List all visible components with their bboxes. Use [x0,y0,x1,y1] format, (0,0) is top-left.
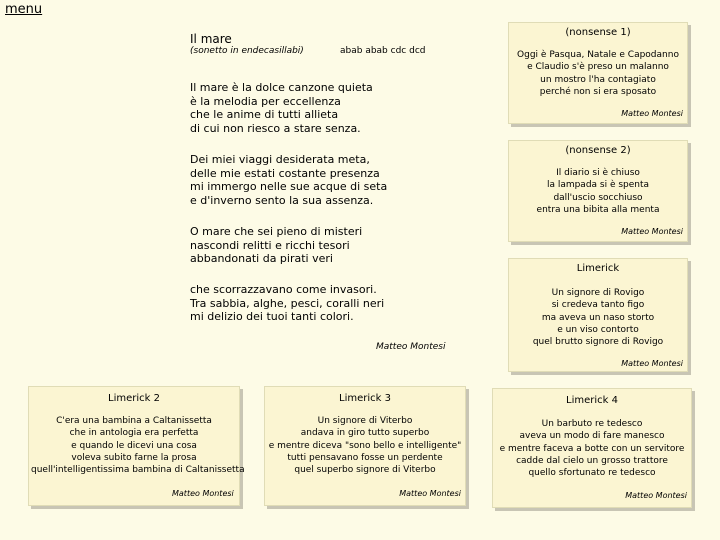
card-line: e Claudio s'è preso un malanno [527,62,669,73]
card-line: Un signore di Viterbo [317,416,413,426]
card-line: e quando le dicevi una cosa [71,440,197,451]
card-line: tutti pensavano fosse un perdente [287,452,443,463]
card-line: andava in giro tutto superbo [300,428,430,439]
card-line: Oggi è Pasqua, Natale e Capodanno [517,50,679,60]
card-line: e un viso contorto [557,324,639,335]
card-line: che in antologia era perfetta [69,428,199,439]
card-nonsense-1 [508,22,688,124]
card-author: Matteo Montesi [399,489,461,498]
card-lines [511,287,685,348]
card-line: quell'intelligentissima bambina di Caltanissetta [31,465,245,476]
card-heading: Limerick 3 [339,393,391,404]
card-limerick-4 [492,388,692,508]
poem-line: delle mie estati costante presenza [190,166,380,180]
card-line: voleva subito farne la prosa [71,452,197,463]
poem-stanza [190,81,373,135]
poem-stanza [190,283,384,324]
poem-line: abbandonati da pirati veri [190,252,333,265]
poem-author: Matteo Montesi [376,342,446,352]
card-line: ma aveva un naso storto [541,312,655,323]
card-nonsense-2 [508,140,688,242]
card-line: C'era una bambina a Caltanissetta [56,416,212,426]
card-heading: Limerick 2 [108,393,160,404]
poem-line: mi delizio dei tuoi tanti colori. [190,310,354,323]
card-lines [495,418,689,479]
card-author: Matteo Montesi [621,227,683,236]
card-limerick [508,258,688,372]
poem-line: che le anime di tutti allieta [190,108,339,121]
poem-line: Il mare è la dolce canzone quieta [190,81,373,94]
card-line: un mostro l'ha contagiato [540,74,656,85]
card-lines [511,49,685,98]
menu-link[interactable]: menu [5,2,43,17]
card-line: Il diario si è chiuso [556,168,640,178]
poem-line: O mare che sei pieno di misteri [190,225,363,238]
poem-line: Tra sabbia, alghe, pesci, coralli neri [190,296,385,310]
card-line: e mentre diceva "sono bello e intelligente" [268,440,462,451]
card-author: Matteo Montesi [621,359,683,368]
card-heading: (nonsense 2) [565,145,631,156]
poem-line: mi immergo nelle sue acque di seta [190,180,388,193]
card-line: la lampada si è spenta [546,180,650,191]
card-line: Un signore di Rovigo [551,288,645,298]
rhyme-scheme: abab abab cdc dcd [340,46,426,56]
poem-line: è la melodia per eccellenza [190,94,341,108]
card-line: quel brutto signore di Rovigo [532,337,664,348]
poem-stanza [190,225,362,266]
card-line: quello sfortunato re tedesco [528,468,656,479]
poem-line: nascondi relitti e ricchi tesori [190,238,350,252]
card-line: si credeva tanto figo [551,300,645,311]
poem-subtitle: (sonetto in endecasillabi) [190,46,304,56]
card-lines [31,415,245,476]
poem-line: di cui non riesco a stare senza. [190,121,361,135]
card-author: Matteo Montesi [621,109,683,118]
card-author: Matteo Montesi [625,491,687,500]
card-line: quel superbo signore di Viterbo [294,465,436,476]
card-line: dall'uscio socchiuso [553,192,643,203]
card-lines [267,415,463,476]
card-lines [511,167,685,216]
card-heading: Limerick 4 [566,395,618,406]
poem-line: Dei miei viaggi desiderata meta, [190,153,370,166]
poem-il-mare [190,30,460,360]
card-line: perché non si era sposato [539,86,657,97]
poem-title: Il mare [190,32,232,46]
card-line: e mentre faceva a botte con un servitore [499,443,685,454]
card-line: entra una bibita alla menta [536,204,660,215]
poem-line: e d'inverno sento la sua assenza. [190,193,374,207]
card-line: Un barbuto re tedesco [541,419,643,429]
card-heading: (nonsense 1) [565,27,631,38]
poem-stanza [190,153,387,207]
poem-line: che scorrazzavano come invasori. [190,283,377,296]
card-author: Matteo Montesi [172,489,234,498]
card-limerick-2 [28,386,245,506]
card-limerick-3 [264,386,466,506]
card-line: aveva un modo di fare manesco [519,431,665,442]
card-line: cadde dal cielo un grosso trattore [516,455,668,466]
card-heading: Limerick [576,263,620,274]
